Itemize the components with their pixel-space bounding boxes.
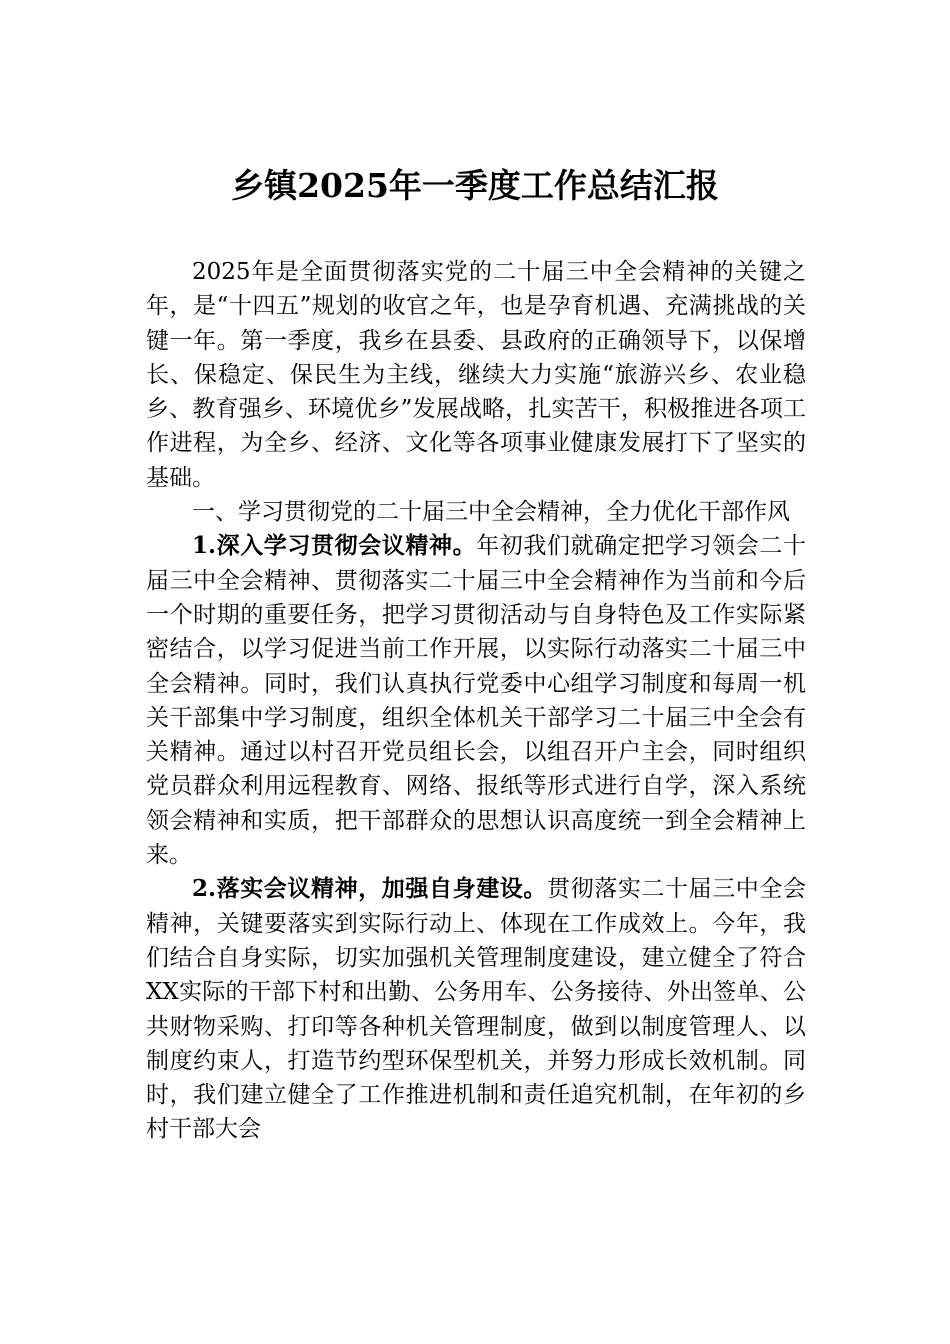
item-text-2: 贯彻落实二十届三中全会精神，关键要落实到实际行动上、体现在工作成效上。今年，我们结合自身实际，切实加强机关管理制度建设，建立健全了符合XX实际的干部下村和出勤、公务用车、公务接待、外出签单、公共财物采购、打印等各种机关管理制度，做到以制度管理人、以制度约束人，打造节约型环保型机关，并努力形成长效机制。同时，我们建立健全了工作推进机制和责任追究机制，在年初的乡村干部大会 xyxy=(146,876,807,1143)
item-lead-2: 2.落实会议精神，加强自身建设。 xyxy=(192,875,548,903)
section-heading: 一、学习贯彻党的二十届三中全会精神，全力优化干部作风 xyxy=(192,499,790,526)
item-paragraph-1 xyxy=(146,529,806,872)
intro-paragraph: 2025年是全面贯彻落实党的二十届三中全会精神的关键之年，是“十四五”规划的收官之年，也是孕育机遇、充满挑战的关键一年。第一季度，我乡在县委、县政府的正确领导下，以保增长、保稳定、保民生为主线，继续大力实施“旅游兴乡、农业稳乡、教育强乡、环境优乡”发展战略，扎实苦干，积极推进各项工作进程，为全乡、经济、文化等各项事业健康发展打下了坚实的基础。 xyxy=(146,259,806,491)
item-lead-1: 1.深入学习贯彻会议精神。 xyxy=(192,532,477,560)
item-paragraph-2 xyxy=(146,872,806,1146)
document-body xyxy=(146,255,806,1147)
item-text-1: 年初我们就确定把学习领会二十届三中全会精神、贯彻落实二十届三中全会精神作为当前和今后一个时期的重要任务，把学习贯彻活动与自身特色及工作实际紧密结合，以学习促进当前工作开展，以实际行动落实二十届三中全会精神。同时，我们认真执行党委中心组学习制度和每周一机关干部集中学习制度，组织全体机关干部学习二十届三中全会有关精神。通过以村召开党员组长会，以组召开户主会，同时组织党员群众利用远程教育、网络、报纸等形式进行自学，深入系统领会精神和实质，把干部群众的思想认识高度统一到全会精神上来。 xyxy=(146,533,806,869)
document-title: 乡镇2025年一季度工作总结汇报 xyxy=(231,166,719,205)
